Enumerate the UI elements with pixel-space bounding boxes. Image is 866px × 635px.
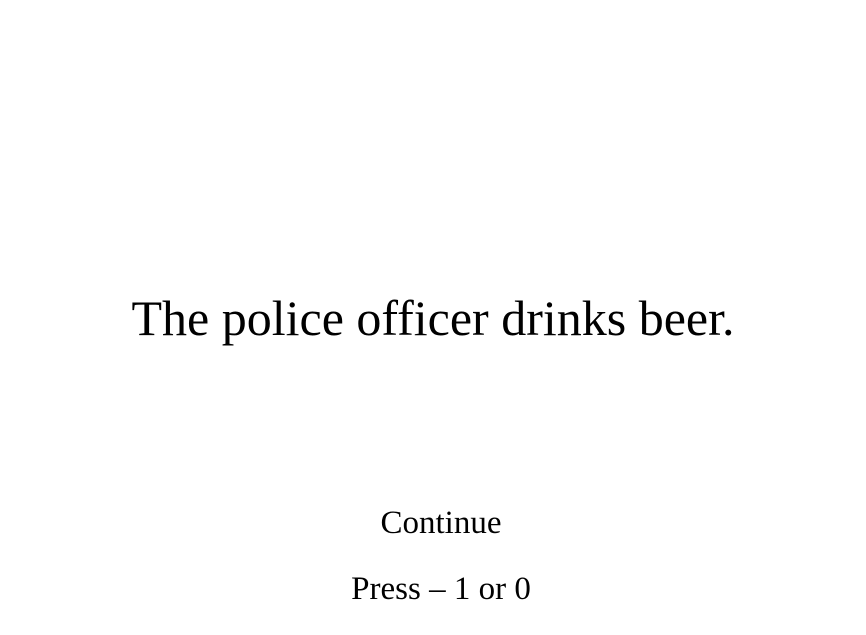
continue-prompt[interactable]: Continue (380, 505, 502, 541)
key-instruction: Press – 1 or 0 (351, 571, 531, 607)
stimulus-sentence: The police officer drinks beer. (131, 290, 735, 346)
